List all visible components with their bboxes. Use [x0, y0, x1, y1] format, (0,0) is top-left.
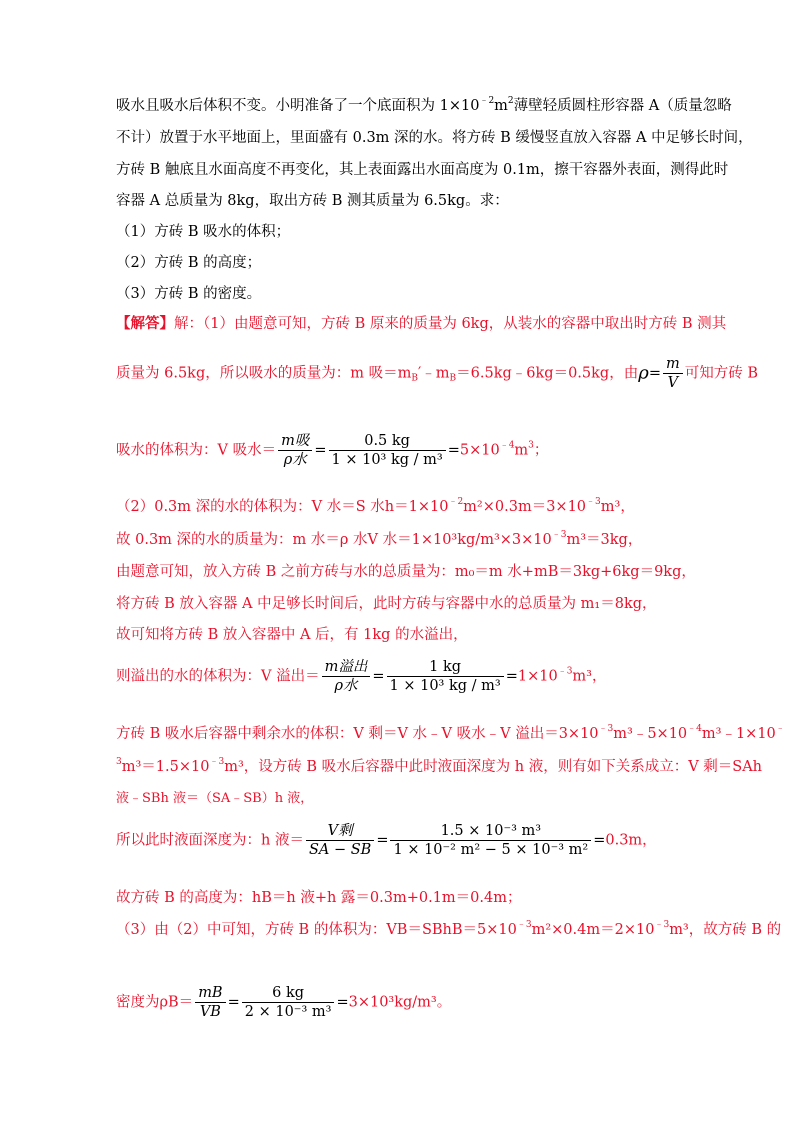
answer-line-8: 故可知将方砖 B 放入容器中 A 后，有 1kg 的水溢出， — [116, 627, 468, 643]
answer-line-7: 将方砖 B 放入容器 A 中足够长时间后，此时方砖与容器中水的总质量为 m₁＝8kg， — [116, 596, 657, 612]
answer-line-13: 所以此时液面深度为：h 液＝ $\frac{\text{V剩}}{SA - SB}$ = $\frac{\text{1.5 × 10⁻³ m³}}{\text{1 × 10⁻² m² − 5 × 10⁻³ m²}}$ =0.3m， — [116, 823, 657, 858]
answer-tag: 【解答】 — [116, 315, 174, 332]
answer-line-9: 则溢出的水的体积为：V 溢出＝ $\frac{\text{m溢出}}{\text{ρ水}}$ = $\frac{1 kg}{\text{1 × 10³ kg / m³}}$ $=1\times 10^{﹣3}m^3$， — [116, 659, 607, 694]
answer-line-11: $^3m^3=1.5\times 10^{﹣3}m^3$，设方砖 B 吸水后容器中此时液面深度为 h 液，则有如下关系成立：V 剩＝SAh — [116, 757, 763, 775]
answer-line-16: 密度为ρB＝ $\frac{mB}{VB}$ = $\frac{6 kg}{\text{2 × 10⁻³ m³}}$ =3×10³kg/m³。 — [116, 985, 452, 1020]
absorbed-volume-fraction: $\frac{0.5 kg}{\text{1 × 10³ kg / m³}}$ — [329, 432, 446, 469]
problem-line-4: 容器 A 总质量为 8kg，取出方砖 B 测其质量为 6.5kg。求： — [116, 193, 509, 209]
answer-line-3: 吸水的体积为：V 吸水＝ $\frac{\text{m吸}}{\text{ρ水}}$ = $\frac{0.5 kg}{\text{1 × 10³ kg / m³}}$ $=5\times 10^{﹣4}m^3$； — [116, 433, 549, 468]
question-1: （1）方砖 B 吸水的体积； — [116, 224, 291, 240]
answer-line-12: 液﹣SBh 液＝（SA﹣SB）h 液， — [116, 791, 314, 806]
answer-line-1: 【解答】解：（1）由题意可知，方砖 B 原来的质量为 6kg，从装水的容器中取出时方砖 B 测其 — [116, 315, 727, 332]
question-2: （2）方砖 B 的高度； — [116, 255, 262, 271]
problem-line-1: 吸水且吸水后体积不变。小明准备了一个底面积为 $1\times 10^{﹣2}m^2$薄壁轻质圆柱形容器 A（质量忽略 — [116, 96, 732, 114]
overflow-volume-fraction: $\frac{1 kg}{\text{1 × 10³ kg / m³}}$ — [387, 658, 504, 695]
answer-line-15: （3）由（2）中可知，方砖 B 的体积为：$VB=SBhB=5\times 10^{﹣3}m^2\times 0.4m=2\times 10^{﹣3}m^3$，故方砖 B 的 — [116, 920, 782, 938]
answer-line-5: 故 0.3m 深的水的质量为：m 水＝ρ 水V 水$=1\times 10^3kg/m^3\times 3\times 10^{﹣3}m^3=3kg$， — [116, 530, 643, 548]
answer-line-10: 方砖 B 吸水后容器中剩余水的体积：V 剩＝V 水﹣V 吸水﹣V 溢出$=3\times 10^{﹣3}m^3﹣5\times 10^{﹣4}m^3﹣1\times 10^﹣$ — [116, 724, 785, 742]
density-fraction: $\frac{6 kg}{\text{2 × 10⁻³ m³}}$ — [242, 984, 335, 1021]
answer-line-6: 由题意可知，放入方砖 B 之前方砖与水的总质量为：m₀＝m 水+mB＝3kg+6kg＝9kg， — [116, 564, 696, 580]
liquid-depth-fraction: $\frac{\text{1.5 × 10⁻³ m³}}{\text{1 × 10⁻² m² − 5 × 10⁻³ m²}}$ — [390, 822, 591, 859]
problem-line-3: 方砖 B 触底且水面高度不再变化，其上表面露出水面高度为 0.1m，擦干容器外表面，测得此时 — [116, 162, 729, 178]
question-3: （3）方砖 B 的密度。 — [116, 286, 262, 302]
answer-line-4: （2）0.3m 深的水的体积为：V 水＝S 水$h=1\times 10^{﹣2}m^2\times 0.3m=3\times 10^{﹣3}m^3$， — [116, 497, 635, 515]
density-formula: $\frac{m}{V}$ — [663, 355, 683, 392]
problem-line-2: 不计）放置于水平地面上，里面盛有 0.3m 深的水。将方砖 B 缓慢竖直放入容器 A 中足够长时间， — [116, 130, 753, 146]
answer-line-14: 故方砖 B 的高度为：hB＝h 液+h 露＝0.3m+0.1m＝0.4m； — [116, 890, 522, 906]
answer-line-2: 质量为 6.5kg，所以吸水的质量为：m 吸$=m_B'﹣m_B=6.5kg﹣6kg=0.5kg$，由ρ= $\frac{m}{V}$ 可知方砖 B — [116, 356, 758, 391]
